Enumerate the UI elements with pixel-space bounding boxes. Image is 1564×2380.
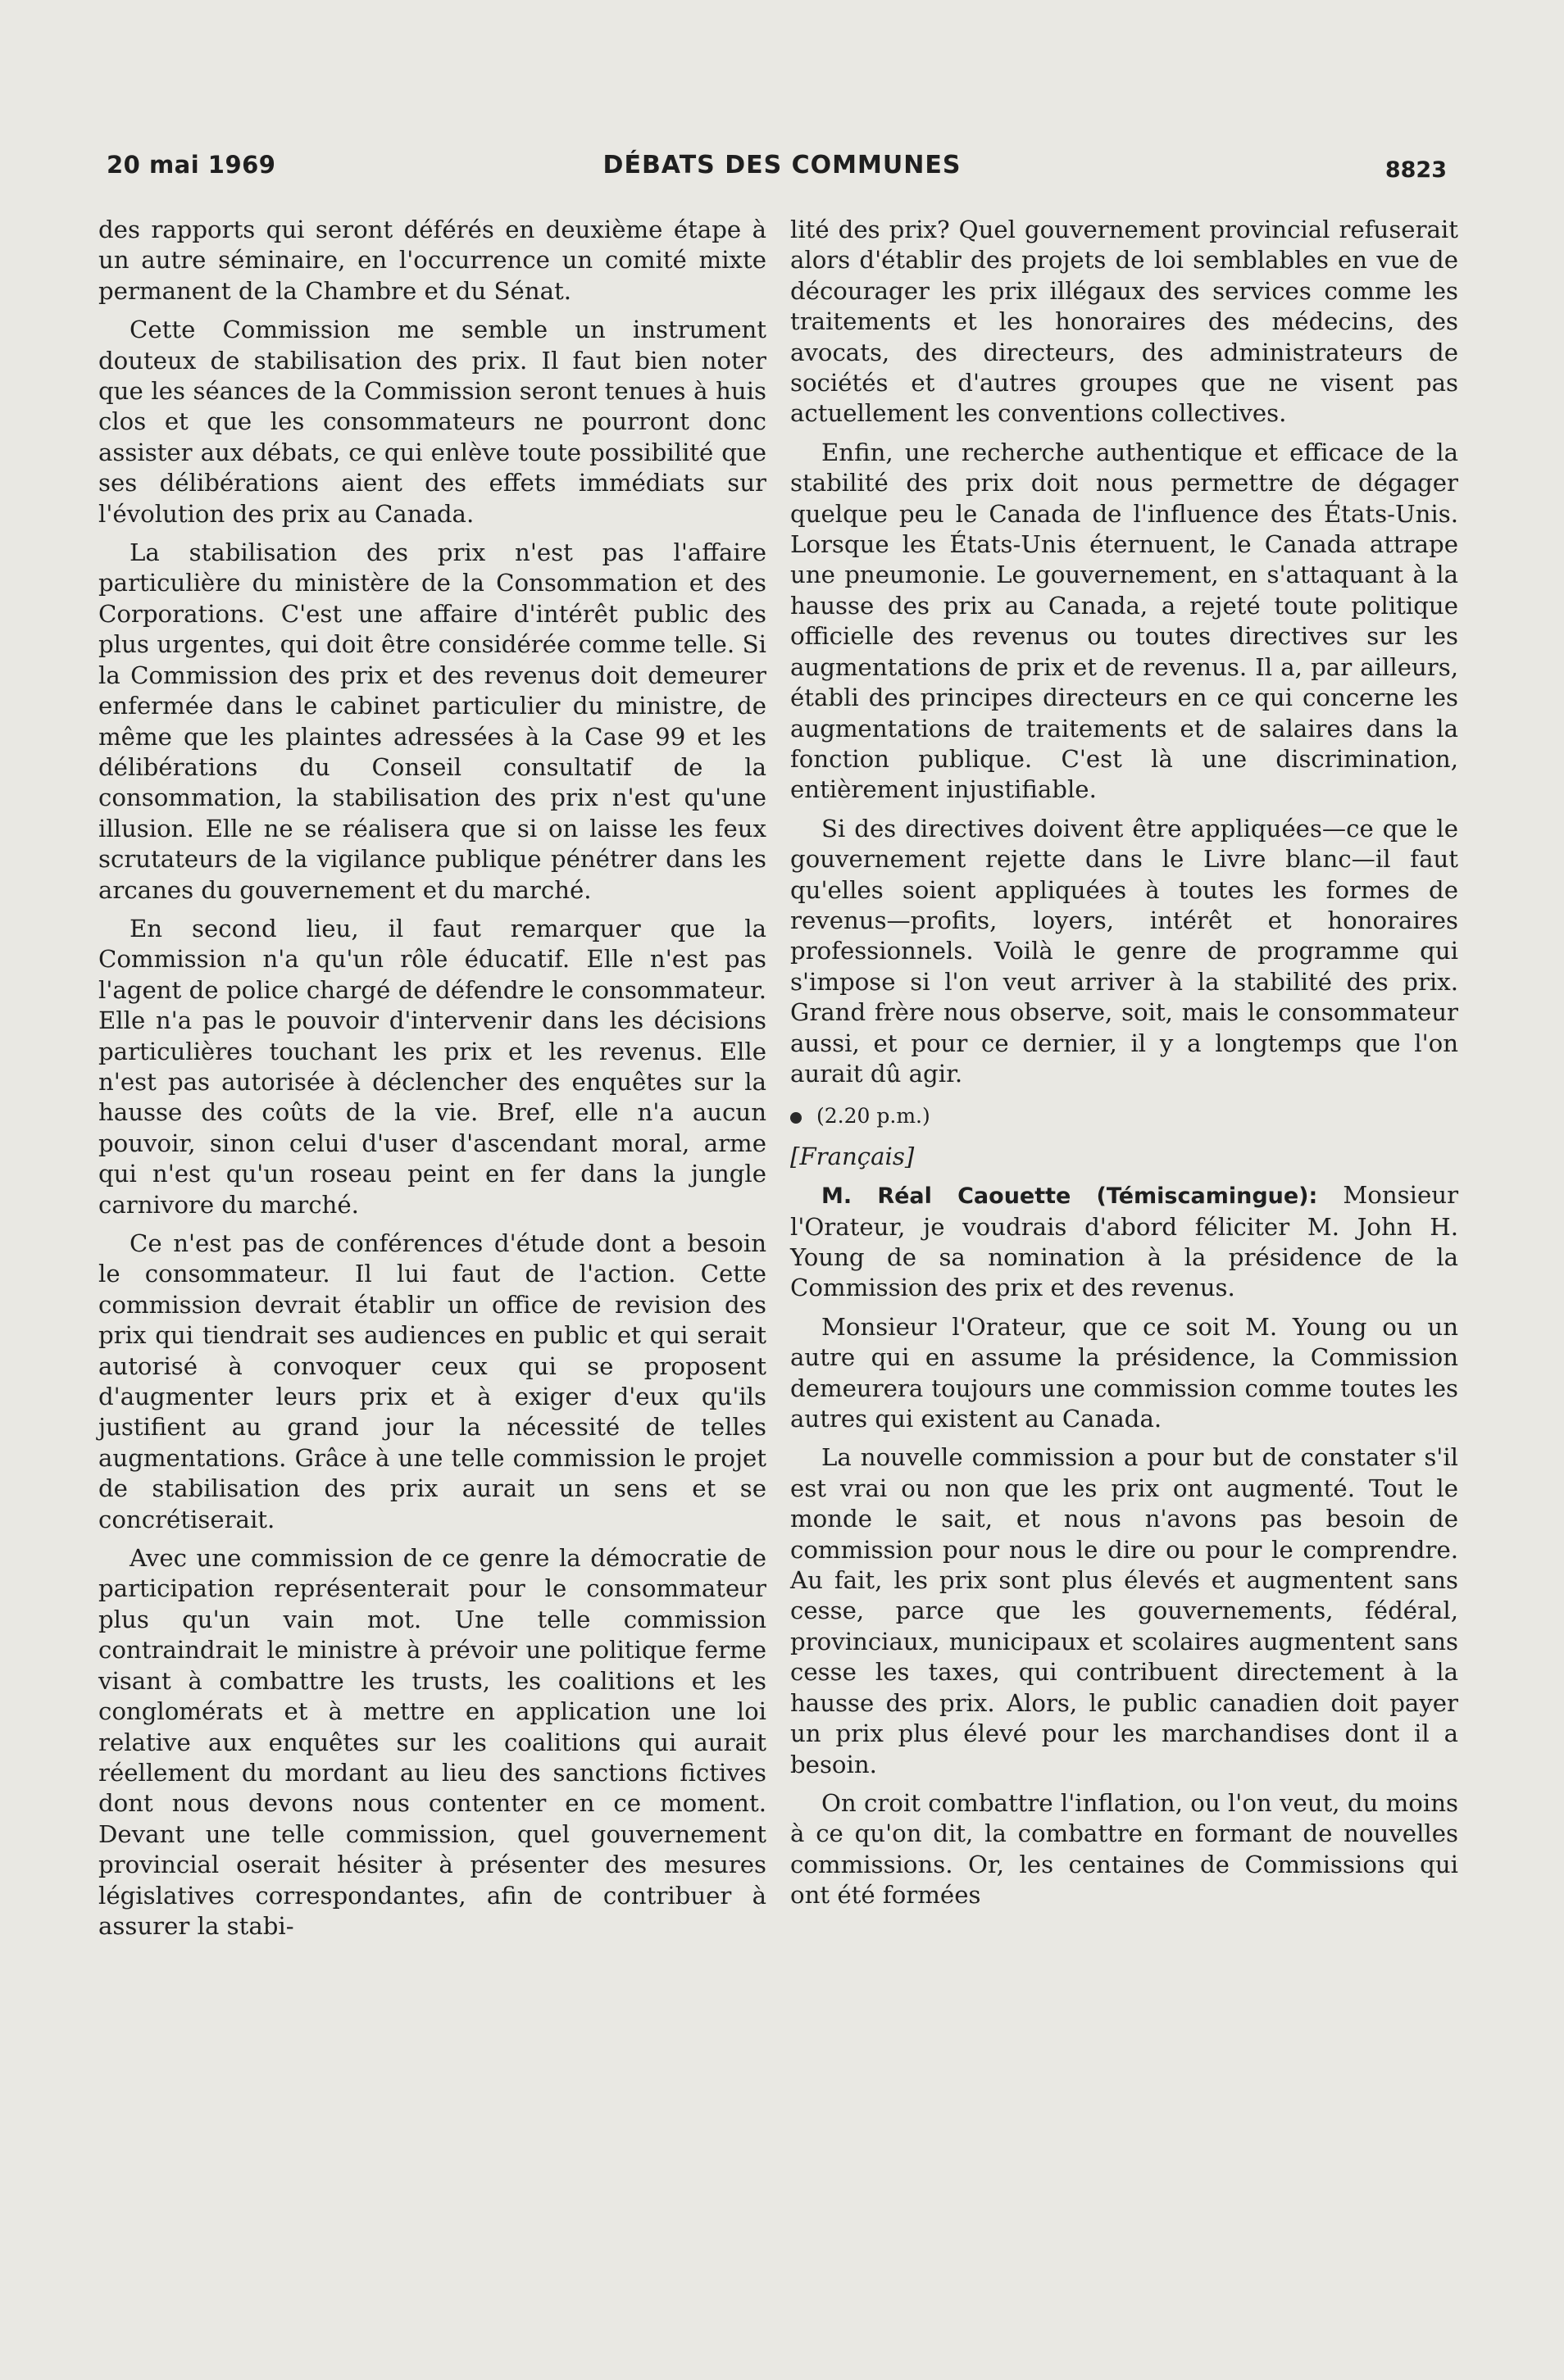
paragraph: On croit combattre l'inflation, ou l'on veut, du moins à ce qu'on dit, la combattre en formant de nouvelles commissions. Or, les centaines de Commissions qui ont été formées <box>790 1788 1458 1910</box>
speaker-paragraph <box>790 1180 1458 1304</box>
paragraph: Si des directives doivent être appliquées—ce que le gouvernement rejette dans le Livre blanc—il faut qu'elles soient appliquées à toutes les formes de revenus—profits, loyers, intérêt et honoraires professionnels. Voilà le genre de programme qui s'impose si l'on veut arriver à la stabilité des prix. Grand frère nous observe, soit, mais le consommateur aussi, et pour ce dernier, il y a longtemps que l'on aurait dû agir. <box>790 814 1458 1088</box>
header-date: 20 mai 1969 <box>107 151 276 179</box>
left-column <box>98 215 766 1950</box>
paragraph: Ce n'est pas de conférences d'étude dont a besoin le consommateur. Il lui faut de l'action. Cette commission devrait établir un office de revision des prix qui tiendrait ses audiences en public et qui serait autorisé à convoquer ceux qui se proposent d'augmenter leurs prix et à exiger d'eux qu'ils justifient au grand jour la nécessité de telles augmentations. Grâce à une telle commission le projet de stabilisation des prix aurait un sens et se concrétiserait. <box>98 1229 766 1533</box>
paragraph: Cette Commission me semble un instrument douteux de stabilisation des prix. Il faut bien noter que les séances de la Commission seront tenues à huis clos et que les consommateurs ne pourront donc assister aux débats, ce qui enlève toute possibilité que ses délibérations aient des effets immédiats sur l'évolution des prix au Canada. <box>98 316 766 528</box>
speaker-text: Monsieur l'Orateur, je voudrais d'abord féliciter M. John H. Young de sa nomination à la présidence de la Commission des prix et des revenus. <box>790 1181 1459 1302</box>
paragraph: Avec une commission de ce genre la démocratie de participation représenterait pour le consommateur plus qu'un vain mot. Une telle commission contraindrait le ministre à prévoir une politique ferme visant à combattre les trusts, les coalitions et les conglomérats et à mettre en application une loi relative aux enquêtes sur les coalitions qui aurait réellement du mordant au lieu des sanctions fictives dont nous devons nous contenter en ce moment. Devant une telle commission, quel gouvernement provincial oserait hésiter à présenter des mesures législatives correspondantes, afin de contribuer à assurer la stabi- <box>98 1544 766 1940</box>
bullet-icon <box>790 1112 802 1124</box>
language-marker: [Français] <box>790 1142 915 1170</box>
page-header <box>0 146 1564 195</box>
paragraph: La nouvelle commission a pour but de constater s'il est vrai ou non que les prix ont augmenté. Tout le monde le sait, et nous n'avons pas besoin de commission pour nous le dire ou pour le comprendre. Au fait, les prix sont plus élevés et augmentent sans cesse, parce que les gouvernements, fédéral, provinciaux, municipaux et scolaires augmentent sans cesse les taxes, qui contribuent directement à la hausse des prix. Alors, le public canadien doit payer un prix plus élevé pour les marchandises dont il a besoin. <box>790 1443 1458 1778</box>
paragraph: lité des prix? Quel gouvernement provincial refuserait alors d'établir des projets de loi semblables en vue de décourager les prix illégaux des services comme les traitements et les honoraires des médecins, des avocats, des directeurs, des administrateurs de sociétés et d'autres groupes que ne visent pas actuellement les conventions collectives. <box>790 216 1458 428</box>
speaker-name: M. Réal Caouette (Témiscamingue): <box>821 1183 1318 1210</box>
paragraph: Monsieur l'Orateur, que ce soit M. Young ou un autre qui en assume la présidence, la Commission demeurera toujours une commission comme toutes les autres qui existent au Canada. <box>790 1312 1458 1433</box>
paragraph: La stabilisation des prix n'est pas l'affaire particulière du ministère de la Consommation et des Corporations. C'est une affaire d'intérêt public des plus urgentes, qui doit être considérée comme telle. Si la Commission des prix et des revenus doit demeurer enfermée dans le cabinet particulier du ministre, de même que les plaintes adressées à la Case 99 et les délibérations du Conseil consultatif de la consommation, la stabilisation des prix n'est qu'une illusion. Elle ne se réalisera que si on laisse les feux scrutateurs de la vigilance publique pénétrer dans les arcanes du gouvernement et du marché. <box>98 538 766 904</box>
paragraph: Enfin, une recherche authentique et efficace de la stabilité des prix doit nous permettre de dégager quelque peu le Canada de l'influence des États-Unis. Lorsque les États-Unis éternuent, le Canada attrape une pneumonie. Le gouvernement, en s'attaquant à la hausse des prix au Canada, a rejeté toute politique officielle des revenus ou toutes directives sur les augmentations de prix et de revenus. Il a, par ailleurs, établi des principes directeurs en ce qui concerne les augmentations de traitements et de salaires dans la fonction publique. C'est là une discrimination, entièrement injustifiable. <box>790 438 1458 804</box>
page-number: 8823 <box>1384 157 1447 183</box>
header-title: DÉBATS DES COMMUNES <box>602 151 962 179</box>
time-marker-text: (2.20 p.m.) <box>816 1104 930 1129</box>
time-marker <box>790 1101 1458 1131</box>
paragraph: des rapports qui seront déférés en deuxième étape à un autre séminaire, en l'occurrence un comité mixte permanent de la Chambre et du Sénat. <box>98 216 766 305</box>
paragraph: En second lieu, il faut remarquer que la Commission n'a qu'un rôle éducatif. Elle n'est pas l'agent de police chargé de défendre le consommateur. Elle n'a pas le pouvoir d'intervenir dans les décisions particulières touchant les prix et les revenus. Elle n'est pas autorisée à déclencher des enquêtes sur la hausse des coûts de la vie. Bref, elle n'a aucun pouvoir, sinon celui d'user d'ascendant moral, arme qui n'est qu'un roseau peint en fer dans la jungle carnivore du marché. <box>98 914 766 1219</box>
right-column <box>790 215 1458 1919</box>
